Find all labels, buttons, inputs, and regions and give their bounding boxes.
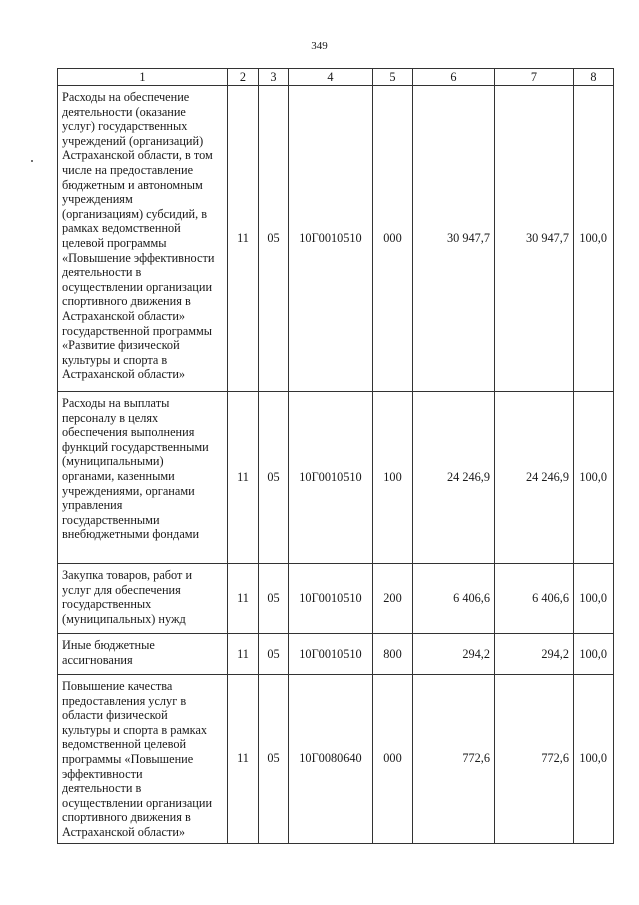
header-col-2: 2 — [228, 69, 259, 86]
table-row — [58, 86, 614, 392]
row-description: Расходы на выплаты персоналу в целях обеспечения выполнения функций государственными (муниципальными) органами, казенными учреждениями, органами управления государственными внебюджетными фондами — [58, 392, 228, 564]
row-expense-type: 100 — [373, 392, 413, 564]
row-subsection: 05 — [259, 634, 289, 675]
row-expense-type: 000 — [373, 86, 413, 392]
row-description: Расходы на обеспечение деятельности (оказание услуг) государственных учреждений (организаций) Астраханской области, в том числе на предоставление бюджетным и автономным учреждениям (организациям) субсидий, в рамках ведомственной целевой программы «Повышение эффективности деятельности в осуществлении организации спортивного движения в Астраханской области» государственной программы «Развитие физической культуры и спорта в Астраханской области» — [58, 86, 228, 392]
row-percent: 100,0 — [574, 564, 614, 634]
header-col-3: 3 — [259, 69, 289, 86]
row-amount-7: 772,6 — [495, 675, 574, 844]
row-subsection: 05 — [259, 86, 289, 392]
row-expense-type: 200 — [373, 564, 413, 634]
row-percent: 100,0 — [574, 86, 614, 392]
row-percent: 100,0 — [574, 634, 614, 675]
header-col-8: 8 — [574, 69, 614, 86]
row-amount-6: 24 246,9 — [413, 392, 495, 564]
row-expense-type: 000 — [373, 675, 413, 844]
row-description: Иные бюджетные ассигнования — [58, 634, 228, 675]
row-section: 11 — [228, 564, 259, 634]
header-col-1: 1 — [58, 69, 228, 86]
header-col-5: 5 — [373, 69, 413, 86]
row-target-article: 10Г0010510 — [289, 564, 373, 634]
row-percent: 100,0 — [574, 675, 614, 844]
row-description: Закупка товаров, работ и услуг для обеспечения государственных (муниципальных) нужд — [58, 564, 228, 634]
row-amount-6: 6 406,6 — [413, 564, 495, 634]
row-percent: 100,0 — [574, 392, 614, 564]
row-amount-6: 30 947,7 — [413, 86, 495, 392]
row-section: 11 — [228, 86, 259, 392]
header-col-6: 6 — [413, 69, 495, 86]
row-description: Повышение качества предоставления услуг в области физической культуры и спорта в рамках ведомственной целевой программы «Повышение эффективности деятельности в осуществлении организации спортивного движения в Астраханской области» — [58, 675, 228, 844]
row-amount-6: 772,6 — [413, 675, 495, 844]
row-section: 11 — [228, 634, 259, 675]
row-target-article: 10Г0010510 — [289, 86, 373, 392]
table-row — [58, 675, 614, 844]
header-row — [58, 69, 614, 86]
row-target-article: 10Г0010510 — [289, 634, 373, 675]
table-row — [58, 564, 614, 634]
row-section: 11 — [228, 675, 259, 844]
table-row — [58, 392, 614, 564]
row-amount-6: 294,2 — [413, 634, 495, 675]
row-amount-7: 24 246,9 — [495, 392, 574, 564]
row-subsection: 05 — [259, 392, 289, 564]
budget-table — [57, 68, 614, 844]
header-col-4: 4 — [289, 69, 373, 86]
row-subsection: 05 — [259, 675, 289, 844]
page-number: 349 — [311, 40, 328, 52]
row-amount-7: 6 406,6 — [495, 564, 574, 634]
scan-speck — [31, 160, 33, 162]
header-col-7: 7 — [495, 69, 574, 86]
row-subsection: 05 — [259, 564, 289, 634]
row-target-article: 10Г0010510 — [289, 392, 373, 564]
row-amount-7: 294,2 — [495, 634, 574, 675]
row-amount-7: 30 947,7 — [495, 86, 574, 392]
row-section: 11 — [228, 392, 259, 564]
table-row — [58, 634, 614, 675]
row-target-article: 10Г0080640 — [289, 675, 373, 844]
row-expense-type: 800 — [373, 634, 413, 675]
